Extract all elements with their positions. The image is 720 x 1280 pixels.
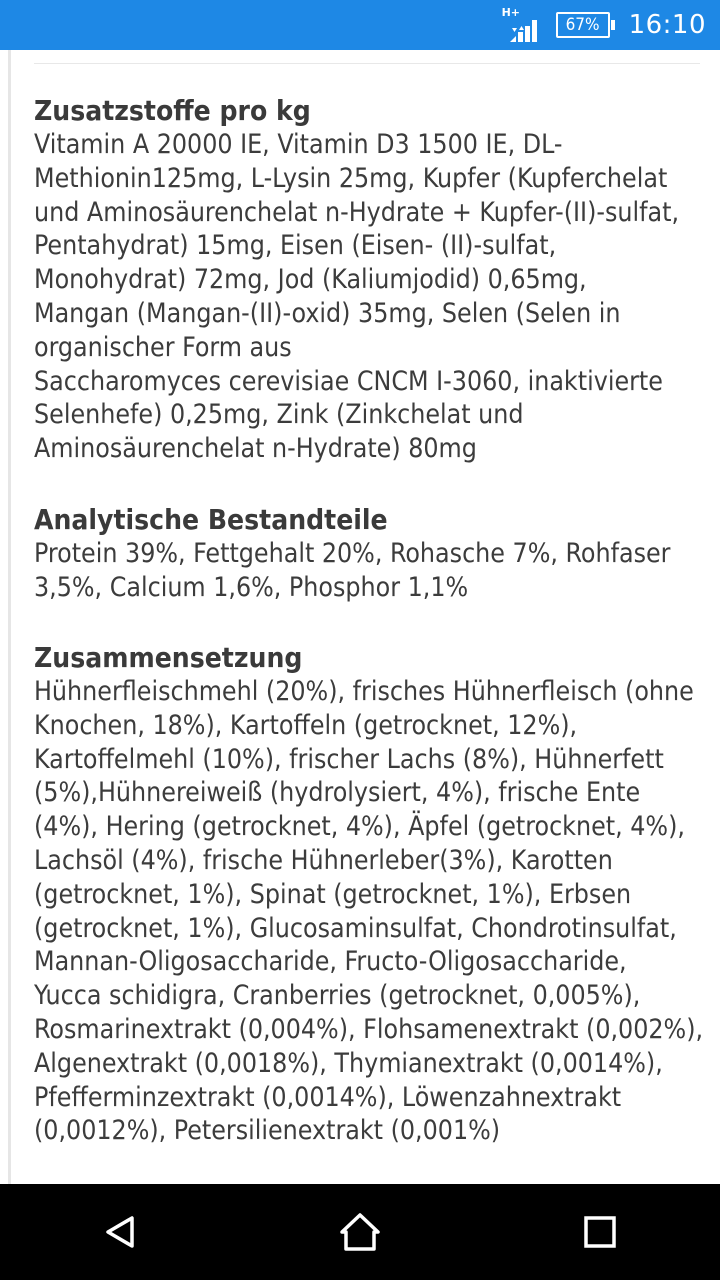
home-icon [338,1210,382,1254]
section-body: Hühnerfleischmehl (20%), frisches Hühnerfleisch (ohne Knochen, 18%), Kartoffeln (getrocknet, 12%), Kartoffelmehl (10%), frischer Lachs (8%), Hühnerfett (5%),Hühnereiweiß (hydrolysiert, 4%), frische Ente (4%), Hering (getrocknet, 4%), Äpfel (getrocknet, 4%), Lachsöl (4%), frische Hühnerleber(3%), Karotten (getrocknet, 1%), Spinat (getrocknet, 1%), Erbsen (getrocknet, 1%), Glucosaminsulfat, Chondrotinsulfat, Mannan-Oligosaccharide, Fructo-Oligosaccharide, Yucca schidigra, Cranberries (getrocknet, 0,005%), Rosmarinextrakt (0,004%), Flohsamenextrakt (0,002%), Algenextrakt (0,0018%), Thymianextrakt (0,0014%), Pfefferminzextrakt (0,0014%), Löwenzahnextrakt (0,0012%), Petersilienextrakt (0,001%) [34,676,704,1147]
back-button[interactable] [80,1192,160,1272]
section-heading: Zusatzstoffe pro kg [34,94,311,127]
battery-level: 67% [565,15,600,35]
left-divider [8,50,11,1184]
section-additives [34,94,710,466]
section-composition [34,641,710,1148]
recents-button[interactable] [560,1192,640,1272]
section-heading: Zusammensetzung [34,641,303,674]
battery-icon [556,12,615,38]
clock: 16:10 [628,10,706,40]
back-triangle-icon [100,1212,140,1252]
home-button[interactable] [320,1192,400,1272]
product-details-scroll[interactable] [0,50,720,1184]
status-bar [0,0,720,50]
cellular-signal-icon [502,8,542,42]
section-analytical-constituents [34,503,710,605]
navigation-bar [0,1184,720,1280]
section-heading: Analytische Bestandteile [34,503,388,536]
network-type-label: H+ [501,6,520,19]
section-body: Protein 39%, Fettgehalt 20%, Rohasche 7%, Rohfaser 3,5%, Calcium 1,6%, Phosphor 1,1% [34,538,671,603]
top-divider [34,63,700,64]
recents-square-icon [582,1214,618,1250]
section-body: Vitamin A 20000 IE, Vitamin D3 1500 IE, DL- Methionin125mg, L-Lysin 25mg, Kupfer (Kupferchelat und Aminosäurenchelat n-Hydrate + Kupfer-(II)-sulfat, Pentahydrat) 15mg, Eisen (Eisen- (II)-sulfat, Monohydrat) 72mg, Jod (Kaliumjodid) 0,65mg, Mangan (Mangan-(II)-oxid) 35mg, Selen (Selen in organischer Form aus Saccharomyces cerevisiae CNCM I-3060, inaktivierte Selenhefe) 0,25mg, Zink (Zinkchelat und Aminosäurenchelat n-Hydrate) 80mg [34,129,680,465]
